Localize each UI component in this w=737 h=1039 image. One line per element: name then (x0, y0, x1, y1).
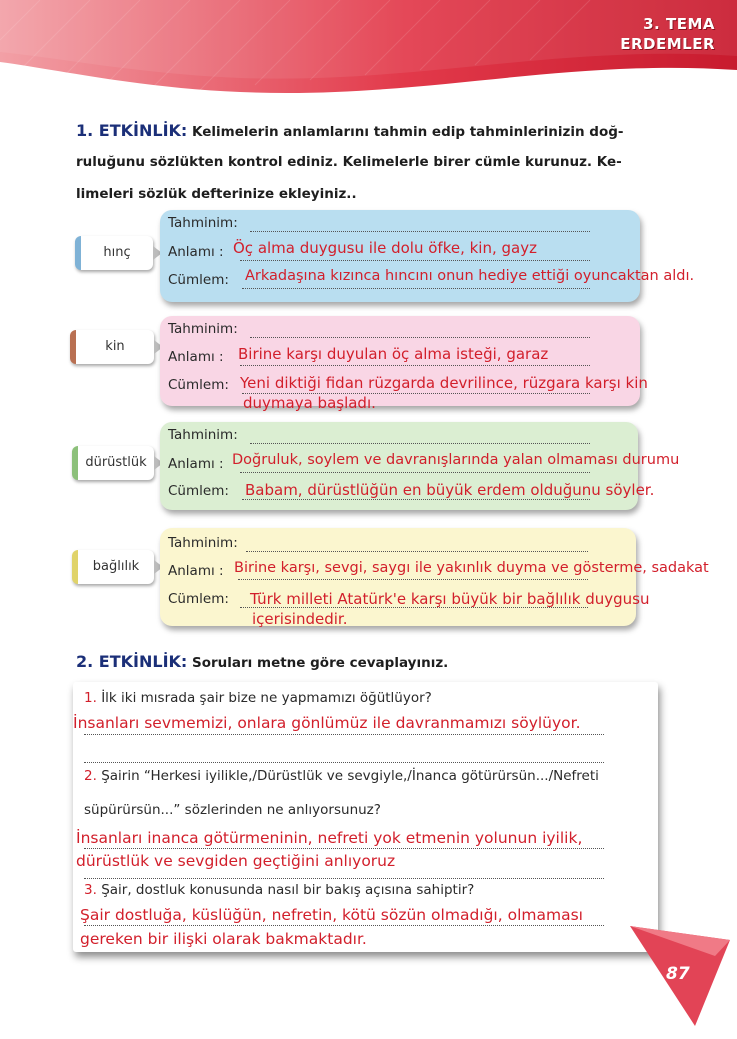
guess-line (250, 337, 590, 338)
page-number: 87 (666, 964, 690, 984)
answer-2-line1: İnsanları inanca götürmeninin, nefreti yok etmenin yolunun iyilik, (76, 829, 583, 847)
sentence-label: Cümlem: (168, 377, 229, 393)
activity1-instruction (76, 114, 624, 149)
activity2-instruction (76, 645, 448, 680)
question-2-line2: süpürürsün...” sözlerinden ne anlıyorsunuz? (84, 802, 381, 818)
sentence-answer-line2: duymaya başladı. (243, 394, 376, 412)
question-text: Şair, dostluk konusunda nasıl bir bakış açısına sahiptir? (101, 882, 475, 898)
guess-line (250, 231, 590, 232)
question-text-line1: Şairin “Herkesi iyilikle,/Dürüstlük ve sevgiyle,/İnanca götürürsün.../Nefreti (101, 768, 599, 784)
sentence-label: Cümlem: (168, 272, 229, 288)
meaning-label: Anlamı : (168, 349, 224, 365)
meaning-answer: Öç alma duygusu ile dolu öfke, kin, gayz (233, 239, 537, 257)
guess-line (250, 443, 590, 444)
meaning-label: Anlamı : (168, 563, 224, 579)
activity1-instruction-line1: Kelimelerin anlamlarını tahmin edip tahminlerinizin doğ- (192, 124, 624, 140)
sentence-answer: Arkadaşına kızınca hıncını onun hediye ettiği oyuncaktan aldı. (245, 268, 695, 284)
guess-label: Tahminim: (168, 535, 238, 551)
meaning-label: Anlamı : (168, 244, 224, 260)
theme-number: 3. TEMA (643, 15, 715, 33)
answer-line (84, 848, 604, 849)
meaning-line (238, 579, 588, 580)
meaning-label: Anlamı : (168, 456, 224, 472)
question-2 (84, 768, 599, 784)
word-tag-durustluk: dürüstlük (72, 446, 154, 480)
sentence-answer: Babam, dürüstlüğün en büyük erdem olduğunu söyler. (245, 481, 655, 499)
word-tag-hinc: hınç (75, 236, 153, 270)
question-number: 3. (84, 882, 97, 898)
meaning-line (240, 472, 590, 473)
guess-label: Tahminim: (168, 215, 238, 231)
guess-label: Tahminim: (168, 321, 238, 337)
meaning-line (240, 365, 590, 366)
answer-line (84, 734, 604, 735)
sentence-answer-line2: içerisindedir. (252, 610, 348, 628)
answer-line (84, 878, 604, 879)
word-tag-kin: kin (70, 330, 154, 364)
sentence-answer-line1: Yeni diktiği fidan rüzgarda devrilince, rüzgara karşı kin (240, 374, 648, 392)
guess-label: Tahminim: (168, 427, 238, 443)
theme-heading (620, 14, 715, 54)
sentence-answer-line1: Türk milleti Atatürk'e karşı büyük bir bağlılık duygusu (250, 590, 650, 608)
answer-2-line2: dürüstlük ve sevgiden geçtiğini anlıyoruz (76, 852, 396, 870)
sentence-label: Cümlem: (168, 591, 229, 607)
activity2-instruction-text: Soruları metne göre cevaplayınız. (192, 655, 449, 671)
sentence-line (242, 499, 590, 500)
question-3 (84, 882, 474, 898)
word-tag-baglilik: bağlılık (72, 550, 154, 584)
question-number: 2. (84, 768, 97, 784)
question-number: 1. (84, 690, 97, 706)
guess-line (246, 551, 588, 552)
answer-line (84, 925, 604, 926)
answer-3-line1: Şair dostluğa, küslüğün, nefretin, kötü sözün olmadığı, olmaması (80, 906, 583, 924)
word-card-baglilik (160, 528, 636, 626)
sentence-line (242, 288, 590, 289)
activity2-label: 2. ETKİNLİK: (76, 652, 188, 671)
question-1 (84, 690, 432, 706)
activity1-instruction-line3: limeleri sözlük defterinize ekleyiniz.. (76, 186, 357, 202)
meaning-answer: Doğruluk, soylem ve davranışlarında yalan olmaması durumu (232, 452, 680, 468)
answer-1: İnsanları sevmemizi, onlara gönlümüz ile davranmamızı söylüyor. (73, 714, 581, 732)
answer-line (84, 762, 604, 763)
activity1-instruction-line2: ruluğunu sözlükten kontrol ediniz. Kelimelerle birer cümle kurunuz. Ke- (76, 154, 622, 170)
meaning-line (240, 260, 590, 261)
meaning-answer: Birine karşı, sevgi, saygı ile yakınlık duyma ve gösterme, sadakat (234, 560, 709, 576)
activity1-label: 1. ETKİNLİK: (76, 121, 188, 140)
question-text: İlk iki mısrada şair bize ne yapmamızı öğütlüyor? (101, 690, 432, 706)
theme-name: ERDEMLER (620, 35, 715, 53)
meaning-answer: Birine karşı duyulan öç alma isteği, garaz (238, 345, 549, 363)
answer-3-line2: gereken bir ilişki olarak bakmaktadır. (80, 930, 367, 948)
sentence-label: Cümlem: (168, 483, 229, 499)
